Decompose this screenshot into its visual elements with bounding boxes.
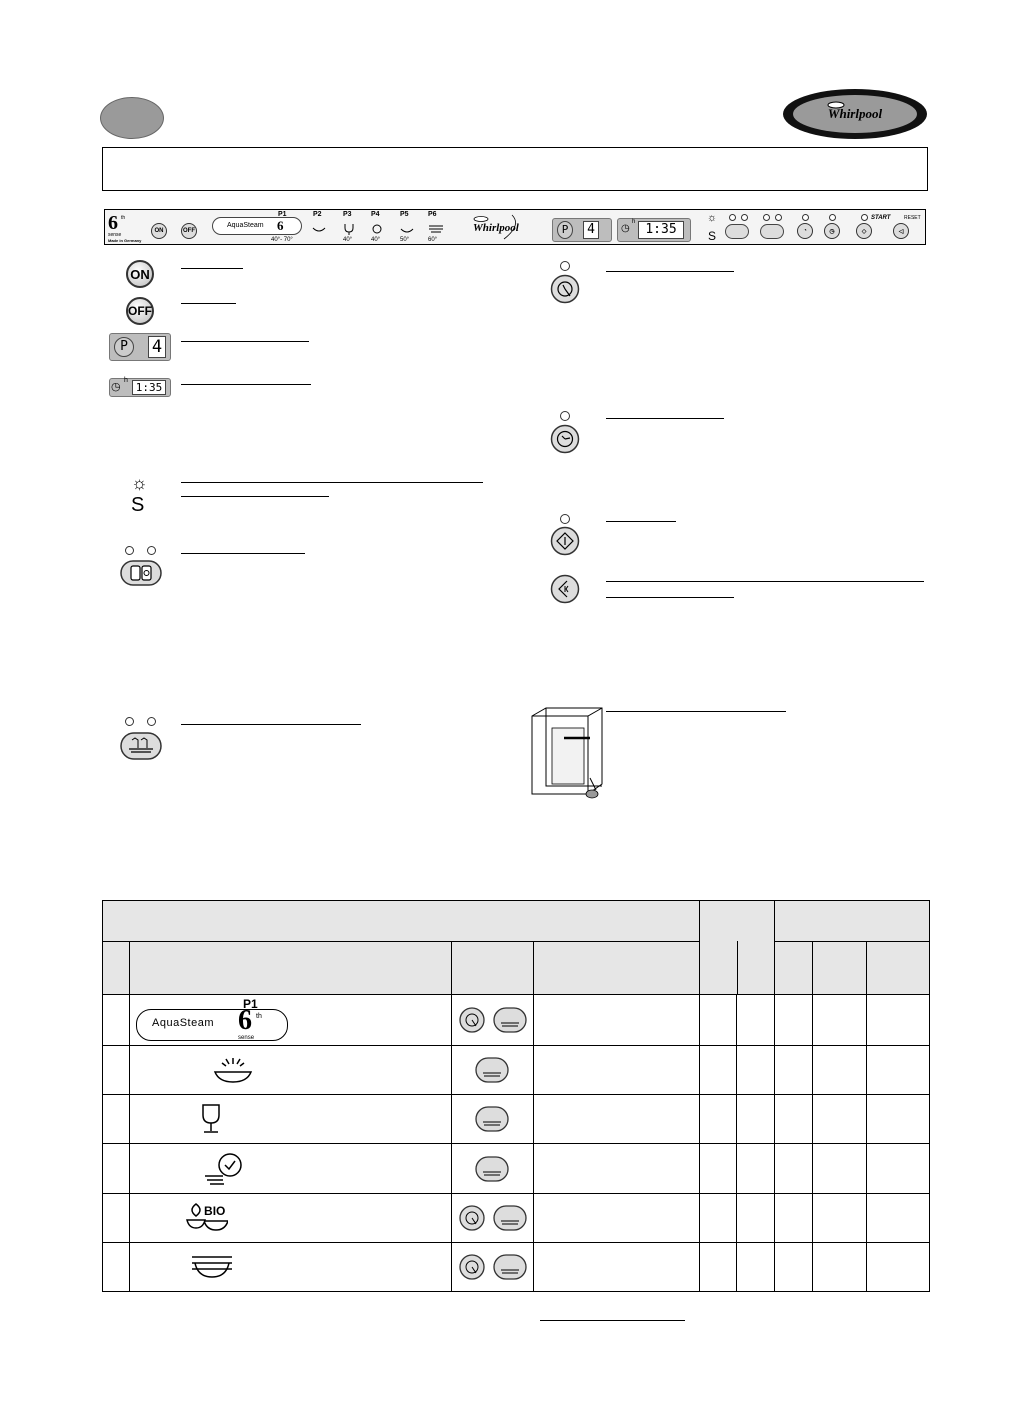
sixth-sense-icon: 6	[238, 1005, 253, 1036]
time-display-unit: h	[124, 377, 128, 384]
panel-time-unit: h	[632, 219, 636, 225]
footer-underline	[540, 1320, 685, 1321]
program-temp-p1: 40°- 70°	[271, 237, 293, 243]
panel-program-letter: P	[557, 221, 573, 239]
panel-reset-button[interactable]: ◁	[893, 223, 909, 239]
heading-underline	[181, 303, 236, 304]
p1-sixth-icon: 6	[277, 218, 284, 233]
heading-underline	[181, 341, 309, 342]
program-label-p1: P1	[278, 211, 287, 218]
panel-led	[763, 214, 770, 221]
time-display-value: 1:35	[132, 380, 166, 395]
table-header-cell	[812, 942, 866, 995]
panel-time-value: 1:35	[638, 221, 684, 239]
table-header-cell	[103, 942, 130, 995]
prewash-icon	[212, 1055, 262, 1085]
heading-underline	[606, 418, 724, 419]
reset-icon	[550, 574, 580, 604]
intensive-icon	[190, 1254, 234, 1280]
program-display-letter: P	[114, 337, 134, 357]
table-row	[103, 995, 930, 1046]
table-row	[103, 1095, 930, 1144]
timer-clock-icon	[550, 424, 580, 454]
heading-underline	[181, 496, 329, 497]
page-marker-circle	[100, 97, 164, 139]
table-header-cell	[130, 942, 452, 995]
heading-underline	[181, 384, 311, 385]
salt-sparkle-icon: ☼	[131, 473, 148, 493]
panel-led	[729, 214, 736, 221]
panel-off-button[interactable]: OFF	[181, 223, 197, 239]
program-label-p2: P2	[313, 211, 322, 218]
table-row	[103, 1144, 930, 1194]
quick-wash-icon	[202, 1151, 246, 1187]
multizone-icon	[475, 1106, 509, 1132]
delay-and-multizone-icons	[456, 1204, 528, 1232]
program-label-p6: P6	[428, 211, 437, 218]
off-button-icon: OFF	[126, 297, 154, 325]
on-button-icon: ON	[126, 260, 154, 288]
multizone-icon	[475, 1057, 509, 1083]
panel-start-label: START	[871, 215, 891, 221]
table-header-group-b	[774, 901, 929, 942]
panel-led	[861, 214, 868, 221]
option-icons-cell	[452, 1194, 533, 1243]
whirlpool-logo	[782, 88, 928, 140]
panel-led	[775, 214, 782, 221]
panel-program-digit: 4	[583, 221, 599, 239]
heading-underline	[181, 268, 243, 269]
panel-on-button[interactable]: ON	[151, 223, 167, 239]
bio-bowl-icon	[204, 1220, 228, 1232]
program-cell-aquasteam	[130, 995, 452, 1046]
table-header-group-a	[699, 901, 774, 995]
led-indicator	[147, 717, 156, 726]
dishwasher-icon	[528, 706, 604, 802]
panel-delay-button[interactable]: ◔	[797, 223, 813, 239]
program-table	[102, 900, 930, 1292]
sixth-sense-logo: 6	[108, 212, 118, 234]
option-icons-cell	[452, 1144, 533, 1194]
table-row	[103, 1046, 930, 1095]
sixth-sense-sup: th	[121, 215, 126, 221]
option-icons-cell	[452, 1046, 533, 1095]
panel-led	[802, 214, 809, 221]
table-header-main	[103, 901, 700, 942]
option-icons-cell	[452, 995, 533, 1046]
glass-icon	[196, 1103, 226, 1135]
time-clock-icon: ◷	[111, 381, 121, 393]
panel-time-clock-icon: ◷	[621, 223, 630, 234]
program-cell-intensive	[130, 1243, 452, 1292]
led-indicator	[560, 514, 570, 524]
led-indicator	[125, 546, 134, 555]
panel-led	[829, 214, 836, 221]
program-number-p1: P1	[243, 997, 258, 1011]
led-indicator	[560, 411, 570, 421]
panel-reset-label: RESET	[904, 215, 921, 221]
panel-timer-button[interactable]: ◷	[824, 223, 840, 239]
program-temp-p4: 40°	[371, 237, 381, 243]
option-icons-cell	[452, 1243, 533, 1292]
program-cell-prewash	[130, 1046, 452, 1095]
bio-icon	[186, 1202, 206, 1232]
panel-led	[741, 214, 748, 221]
delay-and-multizone-icons	[456, 1253, 528, 1281]
program-cell-quick	[130, 1144, 452, 1194]
bio-label: BIO	[204, 1204, 226, 1218]
title-box	[102, 147, 928, 191]
program-display-digit: 4	[148, 336, 166, 358]
led-indicator	[125, 717, 134, 726]
multizone-icon	[475, 1156, 509, 1182]
heading-underline	[181, 482, 483, 483]
aquasteam-label: AquaSteam	[152, 1017, 215, 1029]
sense-word: sense	[108, 232, 122, 238]
program-temp-p3: 40°	[343, 237, 353, 243]
heading-underline	[606, 271, 734, 272]
program-label-p3: P3	[343, 211, 352, 218]
table-header-cell	[533, 942, 699, 995]
table-row	[103, 1243, 930, 1292]
heading-underline	[181, 553, 305, 554]
program-cell-bio	[130, 1194, 452, 1243]
aquasteam-label: AquaSteam	[227, 222, 264, 229]
panel-salt-indicator: S	[708, 229, 717, 243]
panel-logo-text: Whirlpool	[473, 222, 519, 234]
delay-clock-icon	[550, 274, 580, 304]
table-row	[103, 1194, 930, 1243]
salt-indicator-icon: S	[131, 494, 145, 516]
heading-underline	[606, 521, 676, 522]
sense-word: sense	[238, 1035, 255, 1041]
heading-underline	[181, 724, 361, 725]
start-icon	[550, 526, 580, 556]
led-indicator	[560, 261, 570, 271]
panel-program-icons	[309, 222, 449, 236]
control-panel	[104, 209, 926, 245]
table-header-cell	[866, 942, 929, 995]
panel-multizone-button[interactable]	[760, 224, 784, 239]
panel-salt-sparkle-icon: ☼	[707, 212, 718, 224]
heading-underline	[606, 581, 924, 582]
panel-half-load-button[interactable]	[725, 224, 749, 239]
panel-start-button[interactable]: ◇	[856, 223, 872, 239]
logo-text: Whirlpool	[827, 106, 883, 121]
program-temp-p5: 50°	[400, 237, 410, 243]
half-load-icon	[120, 560, 162, 586]
program-cell-glass	[130, 1095, 452, 1144]
table-header-cell	[774, 942, 812, 995]
heading-underline	[606, 711, 786, 712]
heading-underline	[606, 597, 734, 598]
table-header-cell	[452, 942, 533, 995]
option-icons-cell	[452, 1095, 533, 1144]
delay-and-multizone-icons	[456, 1006, 528, 1034]
sixth-sense-sup: th	[256, 1013, 262, 1020]
program-temp-p6: 60°	[428, 237, 438, 243]
led-indicator	[147, 546, 156, 555]
multizone-icon	[120, 732, 162, 760]
program-label-p4: P4	[371, 211, 380, 218]
program-label-p5: P5	[400, 211, 409, 218]
made-in-label: Made in Germany	[108, 238, 142, 243]
